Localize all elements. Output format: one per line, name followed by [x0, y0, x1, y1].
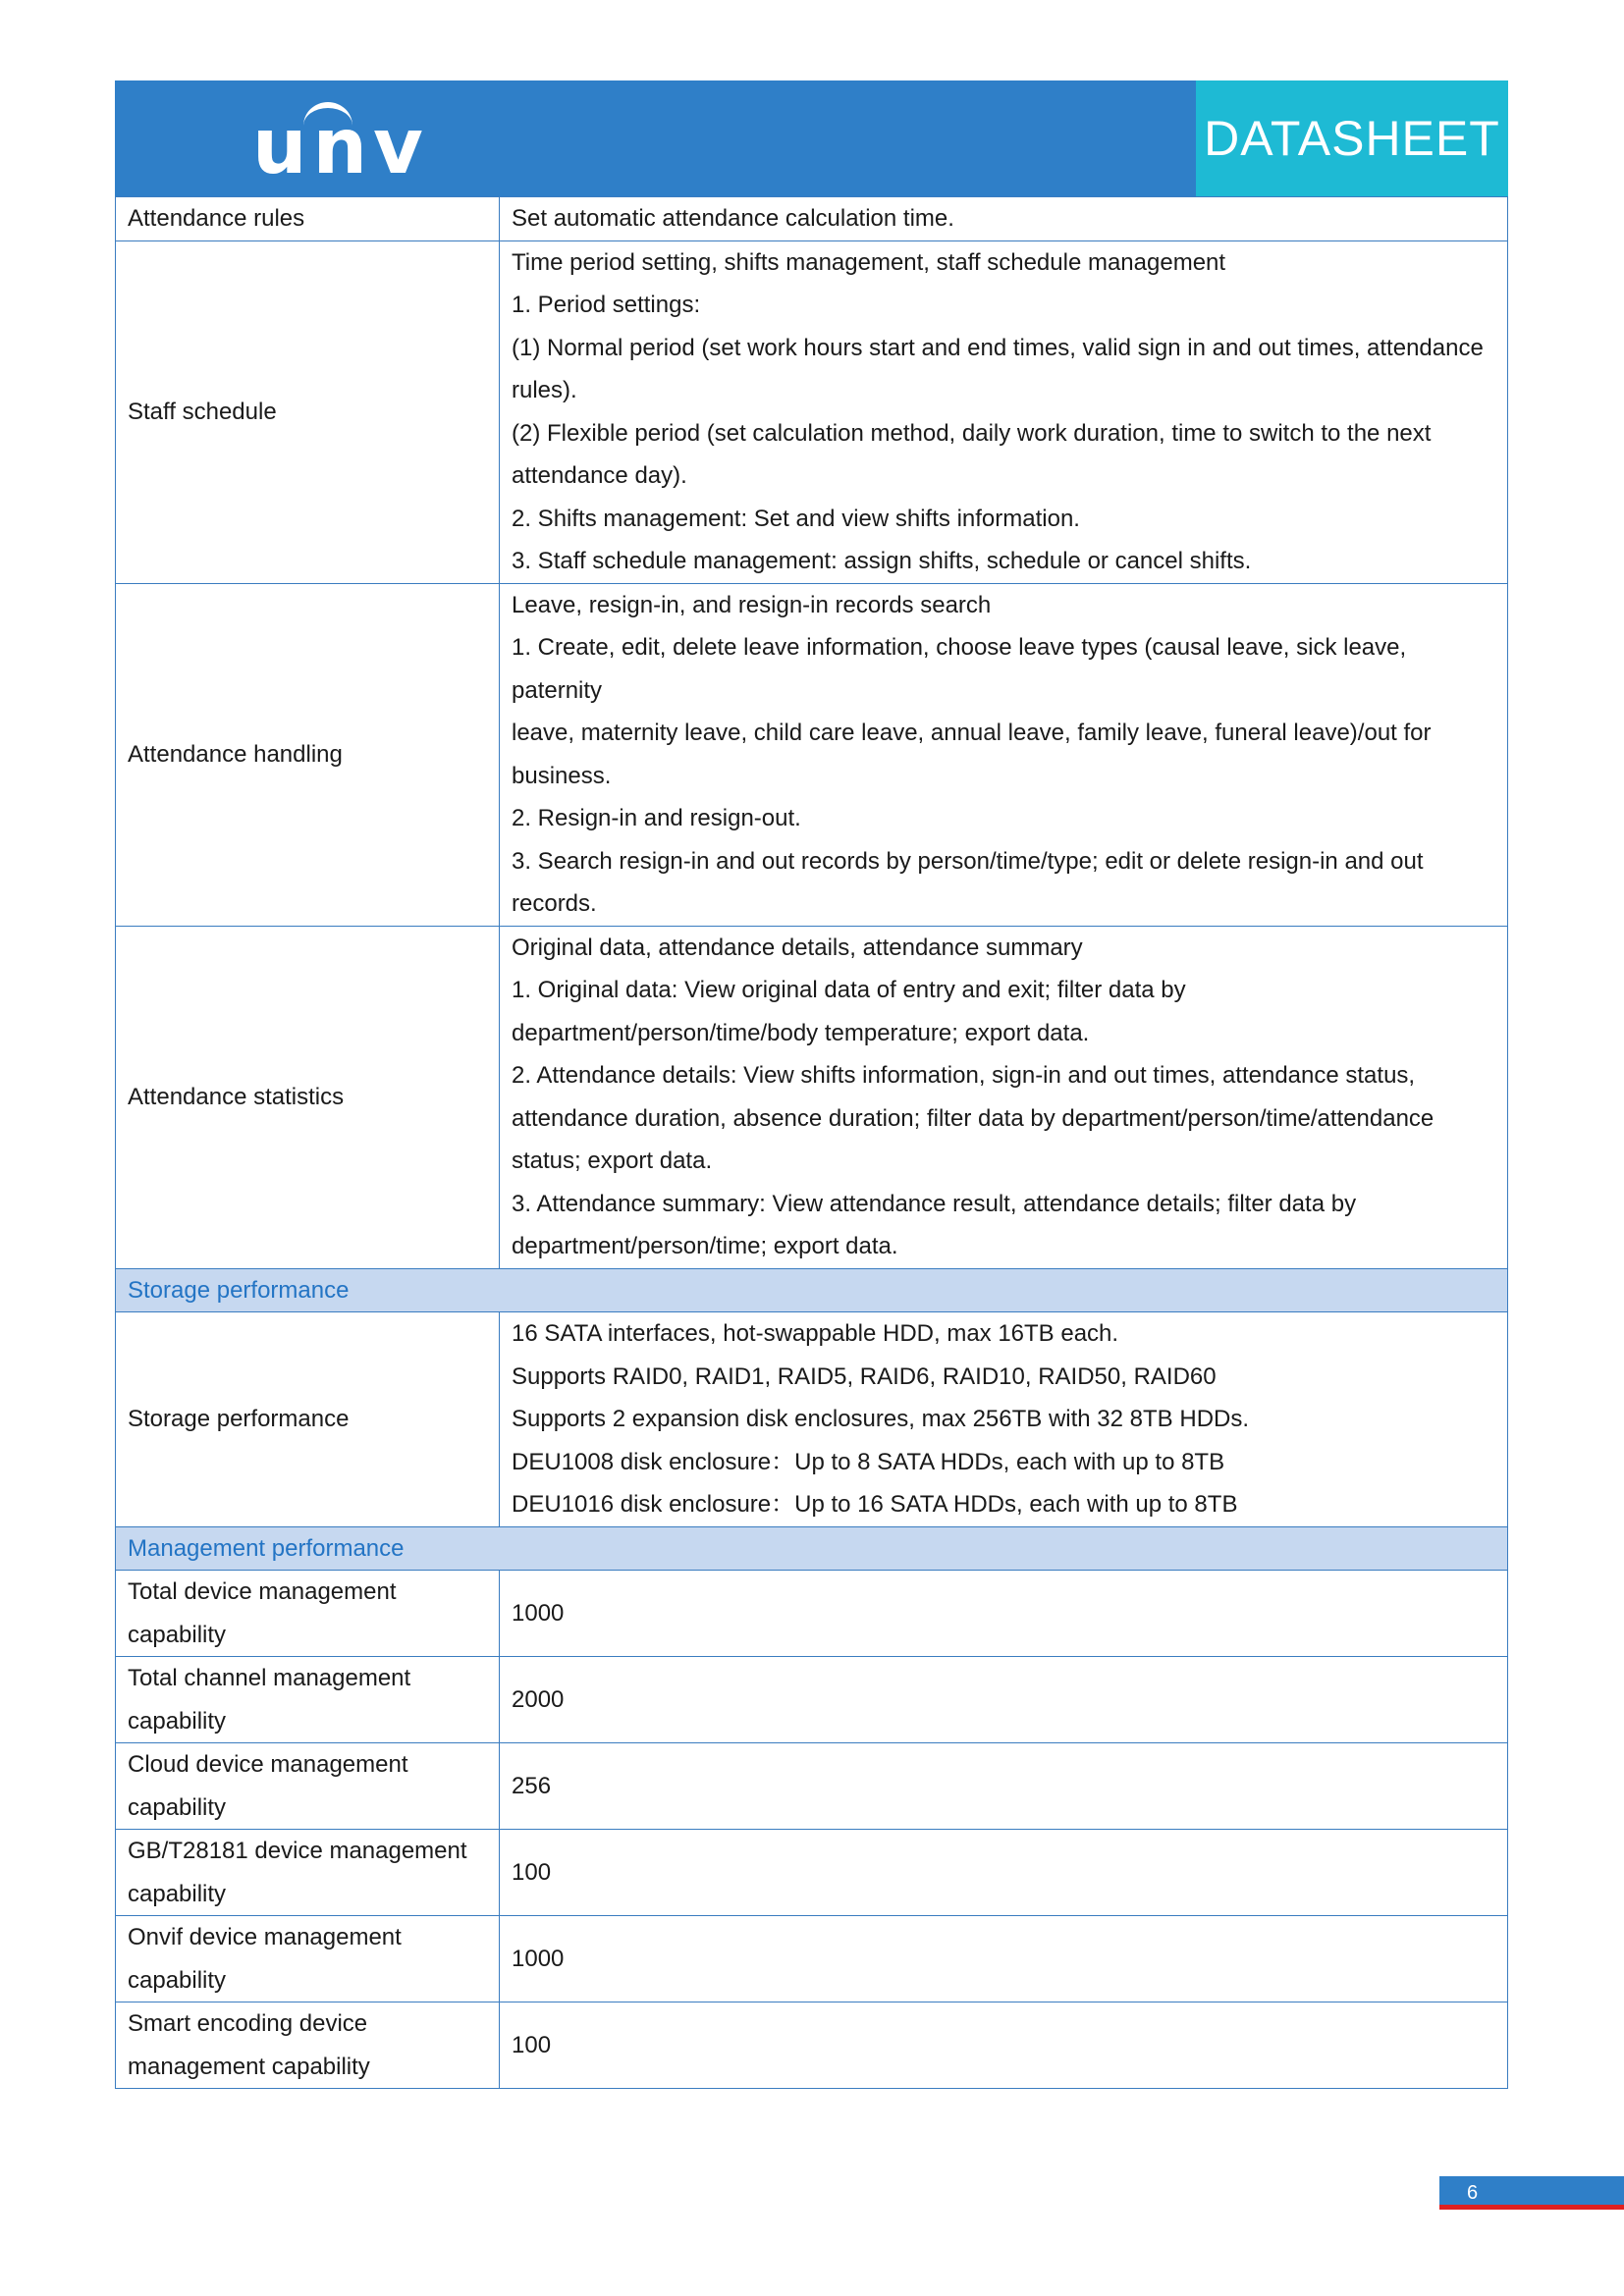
- cell-line: Leave, resign-in, and resign-in records search: [512, 591, 992, 618]
- cell-line: business.: [512, 762, 612, 789]
- row-label: Attendance rules: [116, 197, 500, 241]
- page-number: 6: [1439, 2176, 1624, 2210]
- cell-line: Smart encoding device: [128, 2010, 368, 2037]
- cell-line: 2. Attendance details: View shifts information, sign-in and out times, attendance status,: [512, 1062, 1416, 1089]
- row-label: [116, 2002, 500, 2089]
- cell-line: Total channel management: [128, 1665, 411, 1691]
- section-title: Storage performance: [116, 1268, 1508, 1312]
- page-header: [115, 80, 1508, 196]
- row-value: [500, 197, 1508, 241]
- row-value: 1000: [500, 1916, 1508, 2002]
- row-label: Attendance statistics: [116, 926, 500, 1268]
- table-row: [116, 1830, 1508, 1916]
- row-value: [500, 1312, 1508, 1527]
- cell-line: department/person/time; export data.: [512, 1233, 898, 1259]
- cell-line: DEU1008 disk enclosure：Up to 8 SATA HDDs, each with up to 8TB: [512, 1448, 1225, 1475]
- section-title: Management performance: [116, 1526, 1508, 1571]
- row-label: Attendance handling: [116, 583, 500, 926]
- cell-line: department/person/time/body temperature; export data.: [512, 1019, 1090, 1046]
- cell-line: Total device management: [128, 1578, 397, 1605]
- row-label: [116, 1657, 500, 1743]
- row-value: 100: [500, 1830, 1508, 1916]
- cell-line: leave, maternity leave, child care leave, annual leave, family leave, funeral leave)/out for: [512, 720, 1432, 746]
- table-row: [116, 240, 1508, 583]
- cell-line: capability: [128, 1880, 227, 1907]
- cell-line: 1. Period settings:: [512, 292, 701, 318]
- cell-line: 2. Shifts management: Set and view shifts information.: [512, 505, 1080, 532]
- cell-line: records.: [512, 890, 597, 917]
- row-value: [500, 583, 1508, 926]
- row-label: [116, 1830, 500, 1916]
- cell-line: 2. Resign-in and resign-out.: [512, 805, 801, 831]
- table-row: [116, 1571, 1508, 1657]
- cell-line: Onvif device management: [128, 1924, 402, 1950]
- cell-line: 3. Attendance summary: View attendance result, attendance details; filter data by: [512, 1190, 1357, 1217]
- section-management-performance: [116, 1526, 1508, 1571]
- cell-line: Supports RAID0, RAID1, RAID5, RAID6, RAID10, RAID50, RAID60: [512, 1362, 1217, 1390]
- table-row: [116, 1916, 1508, 2002]
- cell-line: 1. Original data: View original data of entry and exit; filter data by: [512, 977, 1186, 1003]
- cell-line: capability: [128, 1793, 227, 1821]
- table-row: [116, 197, 1508, 241]
- row-label: [116, 1571, 500, 1657]
- cell-line: Cloud device management: [128, 1751, 408, 1778]
- table-row: [116, 1657, 1508, 1743]
- cell-line: capability: [128, 1966, 227, 1994]
- row-value: 1000: [500, 1571, 1508, 1657]
- row-value: 100: [500, 2002, 1508, 2089]
- spec-table: [115, 196, 1508, 2089]
- table-row: [116, 2002, 1508, 2089]
- cell-line: 1. Create, edit, delete leave information, choose leave types (causal leave, sick leave, paternity: [512, 634, 1407, 704]
- cell-line: rules).: [512, 377, 577, 403]
- cell-line: 3. Search resign-in and out records by person/time/type; edit or delete resign-in and out: [512, 847, 1424, 875]
- cell-line: 16 SATA interfaces, hot-swappable HDD, max 16TB each.: [512, 1320, 1119, 1347]
- cell-line: management capability: [128, 2053, 370, 2080]
- section-storage-performance: [116, 1268, 1508, 1312]
- row-value: [500, 926, 1508, 1268]
- cell-line: attendance day).: [512, 462, 687, 489]
- cell-line: attendance duration, absence duration; filter data by department/person/time/attendance: [512, 1104, 1435, 1132]
- cell-line: status; export data.: [512, 1148, 713, 1174]
- datasheet-badge: DATASHEET: [1196, 80, 1508, 196]
- logo-area: [115, 80, 1196, 196]
- row-value: [500, 240, 1508, 583]
- cell-line: Set automatic attendance calculation time.: [512, 205, 954, 232]
- table-row: [116, 583, 1508, 926]
- row-label: [116, 1743, 500, 1830]
- cell-line: capability: [128, 1621, 227, 1648]
- row-label: [116, 1916, 500, 2002]
- cell-line: Supports 2 expansion disk enclosures, max 256TB with 32 8TB HDDs.: [512, 1406, 1250, 1432]
- cell-line: 3. Staff schedule management: assign shifts, schedule or cancel shifts.: [512, 548, 1252, 574]
- brand-logo: unv: [252, 103, 429, 191]
- row-label: Storage performance: [116, 1312, 500, 1527]
- cell-line: DEU1016 disk enclosure：Up to 16 SATA HDDs, each with up to 8TB: [512, 1491, 1238, 1518]
- cell-line: capability: [128, 1707, 227, 1735]
- row-value: 2000: [500, 1657, 1508, 1743]
- row-label: Staff schedule: [116, 240, 500, 583]
- table-row: [116, 1743, 1508, 1830]
- row-value: 256: [500, 1743, 1508, 1830]
- cell-line: (1) Normal period (set work hours start and end times, valid sign in and out times, attendance: [512, 334, 1484, 361]
- cell-line: Time period setting, shifts management, staff schedule management: [512, 248, 1226, 276]
- table-row: [116, 1312, 1508, 1527]
- cell-line: GB/T28181 device management: [128, 1838, 467, 1864]
- table-row: [116, 926, 1508, 1268]
- cell-line: (2) Flexible period (set calculation method, daily work duration, time to switch to the next: [512, 419, 1432, 447]
- cell-line: Original data, attendance details, attendance summary: [512, 934, 1083, 961]
